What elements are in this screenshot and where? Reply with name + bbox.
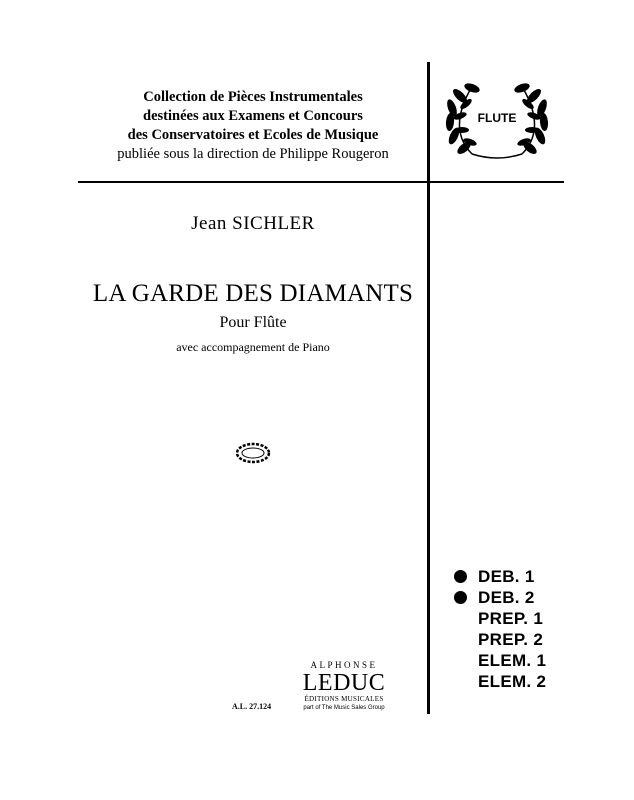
- level-label: DEB. 1: [478, 566, 535, 586]
- work-subtitle: Pour Flûte: [219, 314, 287, 331]
- level-label: PREP. 1: [478, 608, 544, 628]
- catalog-number: A.L. 27.124: [232, 702, 272, 711]
- work-title: LA GARDE DES DIAMANTS: [92, 280, 414, 307]
- publisher-group: part of The Music Sales Group: [303, 705, 385, 711]
- publisher-subtitle: ÉDITIONS MUSICALES: [304, 695, 384, 703]
- horizontal-divider: [78, 181, 564, 183]
- composer-name: Jean SICHLER: [191, 213, 315, 234]
- small-wreath-icon: [231, 439, 275, 467]
- level-item: [454, 587, 546, 608]
- level-label: ELEM. 1: [478, 650, 547, 670]
- level-label: PREP. 2: [478, 629, 544, 649]
- collection-line-3: des Conservatoires et Ecoles de Musique: [127, 127, 379, 143]
- collection-heading: [80, 88, 426, 164]
- level-item: [454, 650, 546, 671]
- publisher-logo: [300, 660, 388, 712]
- selected-dot-icon: [454, 612, 467, 625]
- selected-dot-icon: [454, 591, 467, 604]
- instrument-badge: FLUTE: [477, 111, 517, 125]
- level-label: ELEM. 2: [478, 671, 547, 691]
- level-item: [454, 671, 546, 692]
- collection-line-4: publiée sous la direction de Philippe Rougeron: [117, 146, 389, 162]
- publisher-firstname: ALPHONSE: [310, 660, 378, 670]
- level-list: [454, 566, 546, 692]
- publisher-name: LEDUC: [302, 670, 386, 696]
- level-item: [454, 629, 546, 650]
- selected-dot-icon: [454, 570, 467, 583]
- level-item: [454, 566, 546, 587]
- vertical-divider: [427, 62, 430, 714]
- level-item: [454, 608, 546, 629]
- collection-line-2: destinées aux Examens et Concours: [143, 108, 363, 124]
- selected-dot-icon: [454, 654, 467, 667]
- level-label: DEB. 2: [478, 587, 535, 607]
- collection-line-1: Collection de Pièces Instrumentales: [143, 89, 363, 105]
- selected-dot-icon: [454, 675, 467, 688]
- accompaniment-note: avec accompagnement de Piano: [176, 340, 330, 354]
- selected-dot-icon: [454, 633, 467, 646]
